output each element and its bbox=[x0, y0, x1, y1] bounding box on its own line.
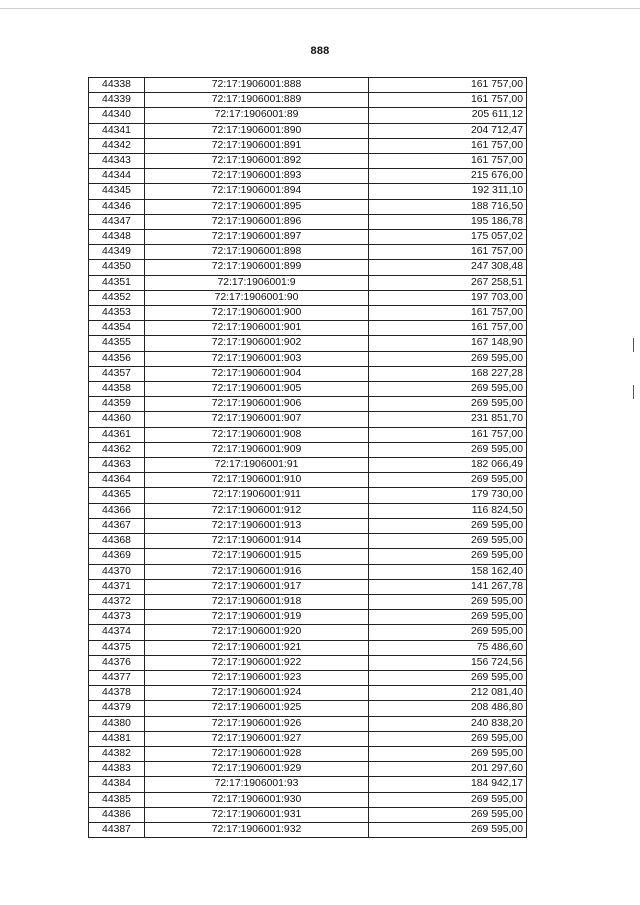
table-row bbox=[89, 290, 527, 305]
cadastral-number-cell: 72:17:1906001:890 bbox=[145, 123, 369, 138]
table-row bbox=[89, 534, 527, 549]
cadastral-number-cell: 72:17:1906001:888 bbox=[145, 78, 369, 93]
row-number-cell: 44346 bbox=[89, 199, 145, 214]
value-cell: 161 757,00 bbox=[369, 154, 527, 169]
value-cell: 269 595,00 bbox=[369, 670, 527, 685]
table-row bbox=[89, 260, 527, 275]
table-row bbox=[89, 716, 527, 731]
row-number-cell: 44355 bbox=[89, 336, 145, 351]
table-row bbox=[89, 123, 527, 138]
cadastral-number-cell: 72:17:1906001:891 bbox=[145, 138, 369, 153]
scan-edge-mark bbox=[633, 385, 634, 399]
table-row bbox=[89, 549, 527, 564]
row-number-cell: 44351 bbox=[89, 275, 145, 290]
cadastral-number-cell: 72:17:1906001:918 bbox=[145, 594, 369, 609]
row-number-cell: 44371 bbox=[89, 579, 145, 594]
row-number-cell: 44354 bbox=[89, 321, 145, 336]
row-number-cell: 44387 bbox=[89, 822, 145, 837]
cadastral-number-cell: 72:17:1906001:897 bbox=[145, 230, 369, 245]
table-row bbox=[89, 245, 527, 260]
cadastral-number-cell: 72:17:1906001:906 bbox=[145, 397, 369, 412]
row-number-cell: 44378 bbox=[89, 686, 145, 701]
cadastral-number-cell: 72:17:1906001:892 bbox=[145, 154, 369, 169]
row-number-cell: 44375 bbox=[89, 640, 145, 655]
row-number-cell: 44369 bbox=[89, 549, 145, 564]
value-cell: 161 757,00 bbox=[369, 245, 527, 260]
table-row bbox=[89, 108, 527, 123]
cadastral-number-cell: 72:17:1906001:915 bbox=[145, 549, 369, 564]
row-number-cell: 44353 bbox=[89, 306, 145, 321]
table-row bbox=[89, 762, 527, 777]
cadastral-number-cell: 72:17:1906001:901 bbox=[145, 321, 369, 336]
row-number-cell: 44362 bbox=[89, 442, 145, 457]
table-row bbox=[89, 701, 527, 716]
cadastral-number-cell: 72:17:1906001:894 bbox=[145, 184, 369, 199]
table-row bbox=[89, 579, 527, 594]
cadastral-number-cell: 72:17:1906001:920 bbox=[145, 625, 369, 640]
value-cell: 269 595,00 bbox=[369, 746, 527, 761]
row-number-cell: 44366 bbox=[89, 503, 145, 518]
table-row bbox=[89, 442, 527, 457]
value-cell: 212 081,40 bbox=[369, 686, 527, 701]
value-cell: 201 297,60 bbox=[369, 762, 527, 777]
value-cell: 269 595,00 bbox=[369, 534, 527, 549]
row-number-cell: 44367 bbox=[89, 518, 145, 533]
table-row bbox=[89, 807, 527, 822]
table-row bbox=[89, 731, 527, 746]
table-row bbox=[89, 822, 527, 837]
value-cell: 269 595,00 bbox=[369, 610, 527, 625]
page-number: 888 bbox=[310, 45, 330, 57]
value-cell: 184 942,17 bbox=[369, 777, 527, 792]
row-number-cell: 44385 bbox=[89, 792, 145, 807]
value-cell: 182 066,49 bbox=[369, 458, 527, 473]
value-cell: 167 148,90 bbox=[369, 336, 527, 351]
table-row bbox=[89, 640, 527, 655]
table-row bbox=[89, 321, 527, 336]
row-number-cell: 44357 bbox=[89, 366, 145, 381]
cadastral-number-cell: 72:17:1906001:923 bbox=[145, 670, 369, 685]
value-cell: 240 838,20 bbox=[369, 716, 527, 731]
value-cell: 192 311,10 bbox=[369, 184, 527, 199]
table-row bbox=[89, 686, 527, 701]
value-cell: 179 730,00 bbox=[369, 488, 527, 503]
cadastral-number-cell: 72:17:1906001:925 bbox=[145, 701, 369, 716]
cadastral-number-cell: 72:17:1906001:89 bbox=[145, 108, 369, 123]
value-cell: 269 595,00 bbox=[369, 807, 527, 822]
row-number-cell: 44356 bbox=[89, 351, 145, 366]
row-number-cell: 44349 bbox=[89, 245, 145, 260]
cadastral-number-cell: 72:17:1906001:9 bbox=[145, 275, 369, 290]
cadastral-number-cell: 72:17:1906001:91 bbox=[145, 458, 369, 473]
cadastral-number-cell: 72:17:1906001:927 bbox=[145, 731, 369, 746]
row-number-cell: 44359 bbox=[89, 397, 145, 412]
table-row bbox=[89, 351, 527, 366]
value-cell: 269 595,00 bbox=[369, 382, 527, 397]
value-cell: 141 267,78 bbox=[369, 579, 527, 594]
row-number-cell: 44372 bbox=[89, 594, 145, 609]
table-row bbox=[89, 382, 527, 397]
table-row bbox=[89, 336, 527, 351]
table-row bbox=[89, 138, 527, 153]
table-row bbox=[89, 625, 527, 640]
cadastral-number-cell: 72:17:1906001:903 bbox=[145, 351, 369, 366]
value-cell: 175 057,02 bbox=[369, 230, 527, 245]
row-number-cell: 44343 bbox=[89, 154, 145, 169]
row-number-cell: 44368 bbox=[89, 534, 145, 549]
row-number-cell: 44379 bbox=[89, 701, 145, 716]
cadastral-number-cell: 72:17:1906001:913 bbox=[145, 518, 369, 533]
row-number-cell: 44361 bbox=[89, 427, 145, 442]
row-number-cell: 44347 bbox=[89, 214, 145, 229]
cadastral-number-cell: 72:17:1906001:910 bbox=[145, 473, 369, 488]
cadastral-number-cell: 72:17:1906001:908 bbox=[145, 427, 369, 442]
table-row bbox=[89, 93, 527, 108]
value-cell: 161 757,00 bbox=[369, 78, 527, 93]
cadastral-number-cell: 72:17:1906001:907 bbox=[145, 412, 369, 427]
cadastral-number-cell: 72:17:1906001:921 bbox=[145, 640, 369, 655]
row-number-cell: 44377 bbox=[89, 670, 145, 685]
cadastral-number-cell: 72:17:1906001:931 bbox=[145, 807, 369, 822]
row-number-cell: 44382 bbox=[89, 746, 145, 761]
row-number-cell: 44345 bbox=[89, 184, 145, 199]
cadastral-number-cell: 72:17:1906001:893 bbox=[145, 169, 369, 184]
cadastral-number-cell: 72:17:1906001:899 bbox=[145, 260, 369, 275]
cadastral-number-cell: 72:17:1906001:896 bbox=[145, 214, 369, 229]
table-row bbox=[89, 610, 527, 625]
value-cell: 204 712,47 bbox=[369, 123, 527, 138]
value-cell: 247 308,48 bbox=[369, 260, 527, 275]
table-row bbox=[89, 184, 527, 199]
value-cell: 231 851,70 bbox=[369, 412, 527, 427]
row-number-cell: 44376 bbox=[89, 655, 145, 670]
value-cell: 269 595,00 bbox=[369, 351, 527, 366]
row-number-cell: 44374 bbox=[89, 625, 145, 640]
top-rule bbox=[0, 8, 640, 9]
table-row bbox=[89, 230, 527, 245]
scan-edge-mark bbox=[633, 338, 634, 352]
cadastral-number-cell: 72:17:1906001:914 bbox=[145, 534, 369, 549]
value-cell: 161 757,00 bbox=[369, 138, 527, 153]
row-number-cell: 44342 bbox=[89, 138, 145, 153]
value-cell: 116 824,50 bbox=[369, 503, 527, 518]
value-cell: 75 486,60 bbox=[369, 640, 527, 655]
table-row bbox=[89, 169, 527, 184]
cadastral-number-cell: 72:17:1906001:911 bbox=[145, 488, 369, 503]
table-row bbox=[89, 564, 527, 579]
cadastral-number-cell: 72:17:1906001:924 bbox=[145, 686, 369, 701]
table-row bbox=[89, 670, 527, 685]
value-cell: 188 716,50 bbox=[369, 199, 527, 214]
cadastral-number-cell: 72:17:1906001:902 bbox=[145, 336, 369, 351]
table-row bbox=[89, 275, 527, 290]
row-number-cell: 44352 bbox=[89, 290, 145, 305]
value-cell: 168 227,28 bbox=[369, 366, 527, 381]
table-row bbox=[89, 412, 527, 427]
table-row bbox=[89, 473, 527, 488]
row-number-cell: 44380 bbox=[89, 716, 145, 731]
row-number-cell: 44358 bbox=[89, 382, 145, 397]
value-cell: 161 757,00 bbox=[369, 306, 527, 321]
cadastral-number-cell: 72:17:1906001:912 bbox=[145, 503, 369, 518]
value-cell: 269 595,00 bbox=[369, 594, 527, 609]
row-number-cell: 44341 bbox=[89, 123, 145, 138]
value-cell: 197 703,00 bbox=[369, 290, 527, 305]
table-row bbox=[89, 746, 527, 761]
row-number-cell: 44348 bbox=[89, 230, 145, 245]
value-cell: 269 595,00 bbox=[369, 442, 527, 457]
value-cell: 205 611,12 bbox=[369, 108, 527, 123]
row-number-cell: 44370 bbox=[89, 564, 145, 579]
value-cell: 269 595,00 bbox=[369, 473, 527, 488]
table-row bbox=[89, 199, 527, 214]
cadastral-number-cell: 72:17:1906001:895 bbox=[145, 199, 369, 214]
cadastral-number-cell: 72:17:1906001:926 bbox=[145, 716, 369, 731]
cadastral-number-cell: 72:17:1906001:929 bbox=[145, 762, 369, 777]
row-number-cell: 44339 bbox=[89, 93, 145, 108]
table-row bbox=[89, 503, 527, 518]
row-number-cell: 44350 bbox=[89, 260, 145, 275]
row-number-cell: 44344 bbox=[89, 169, 145, 184]
row-number-cell: 44365 bbox=[89, 488, 145, 503]
cadastral-number-cell: 72:17:1906001:928 bbox=[145, 746, 369, 761]
table-row bbox=[89, 214, 527, 229]
cadastral-number-cell: 72:17:1906001:932 bbox=[145, 822, 369, 837]
cadastral-number-cell: 72:17:1906001:922 bbox=[145, 655, 369, 670]
value-cell: 158 162,40 bbox=[369, 564, 527, 579]
value-cell: 269 595,00 bbox=[369, 397, 527, 412]
cadastral-number-cell: 72:17:1906001:93 bbox=[145, 777, 369, 792]
value-cell: 269 595,00 bbox=[369, 822, 527, 837]
cadastral-number-cell: 72:17:1906001:930 bbox=[145, 792, 369, 807]
table-row bbox=[89, 154, 527, 169]
cadastral-number-cell: 72:17:1906001:917 bbox=[145, 579, 369, 594]
value-cell: 156 724,56 bbox=[369, 655, 527, 670]
value-cell: 269 595,00 bbox=[369, 549, 527, 564]
row-number-cell: 44384 bbox=[89, 777, 145, 792]
cadastral-number-cell: 72:17:1906001:916 bbox=[145, 564, 369, 579]
table-row bbox=[89, 777, 527, 792]
value-cell: 208 486,80 bbox=[369, 701, 527, 716]
cadastral-number-cell: 72:17:1906001:889 bbox=[145, 93, 369, 108]
value-cell: 195 186,78 bbox=[369, 214, 527, 229]
table-row bbox=[89, 458, 527, 473]
row-number-cell: 44364 bbox=[89, 473, 145, 488]
table-row bbox=[89, 427, 527, 442]
table-row bbox=[89, 594, 527, 609]
cadastral-number-cell: 72:17:1906001:919 bbox=[145, 610, 369, 625]
cadastral-number-cell: 72:17:1906001:898 bbox=[145, 245, 369, 260]
value-cell: 269 595,00 bbox=[369, 625, 527, 640]
value-cell: 269 595,00 bbox=[369, 792, 527, 807]
value-cell: 269 595,00 bbox=[369, 518, 527, 533]
row-number-cell: 44363 bbox=[89, 458, 145, 473]
registry-table bbox=[88, 77, 527, 838]
value-cell: 267 258,51 bbox=[369, 275, 527, 290]
row-number-cell: 44340 bbox=[89, 108, 145, 123]
table-row bbox=[89, 518, 527, 533]
value-cell: 161 757,00 bbox=[369, 321, 527, 336]
value-cell: 161 757,00 bbox=[369, 427, 527, 442]
table-row bbox=[89, 488, 527, 503]
table-row bbox=[89, 78, 527, 93]
registry-table-body bbox=[89, 78, 527, 838]
cadastral-number-cell: 72:17:1906001:904 bbox=[145, 366, 369, 381]
value-cell: 215 676,00 bbox=[369, 169, 527, 184]
row-number-cell: 44373 bbox=[89, 610, 145, 625]
value-cell: 161 757,00 bbox=[369, 93, 527, 108]
cadastral-number-cell: 72:17:1906001:900 bbox=[145, 306, 369, 321]
row-number-cell: 44381 bbox=[89, 731, 145, 746]
cadastral-number-cell: 72:17:1906001:909 bbox=[145, 442, 369, 457]
table-row bbox=[89, 792, 527, 807]
cadastral-number-cell: 72:17:1906001:90 bbox=[145, 290, 369, 305]
row-number-cell: 44360 bbox=[89, 412, 145, 427]
row-number-cell: 44386 bbox=[89, 807, 145, 822]
row-number-cell: 44383 bbox=[89, 762, 145, 777]
table-row bbox=[89, 655, 527, 670]
cadastral-number-cell: 72:17:1906001:905 bbox=[145, 382, 369, 397]
table-row bbox=[89, 306, 527, 321]
value-cell: 269 595,00 bbox=[369, 731, 527, 746]
table-row bbox=[89, 366, 527, 381]
row-number-cell: 44338 bbox=[89, 78, 145, 93]
table-row bbox=[89, 397, 527, 412]
